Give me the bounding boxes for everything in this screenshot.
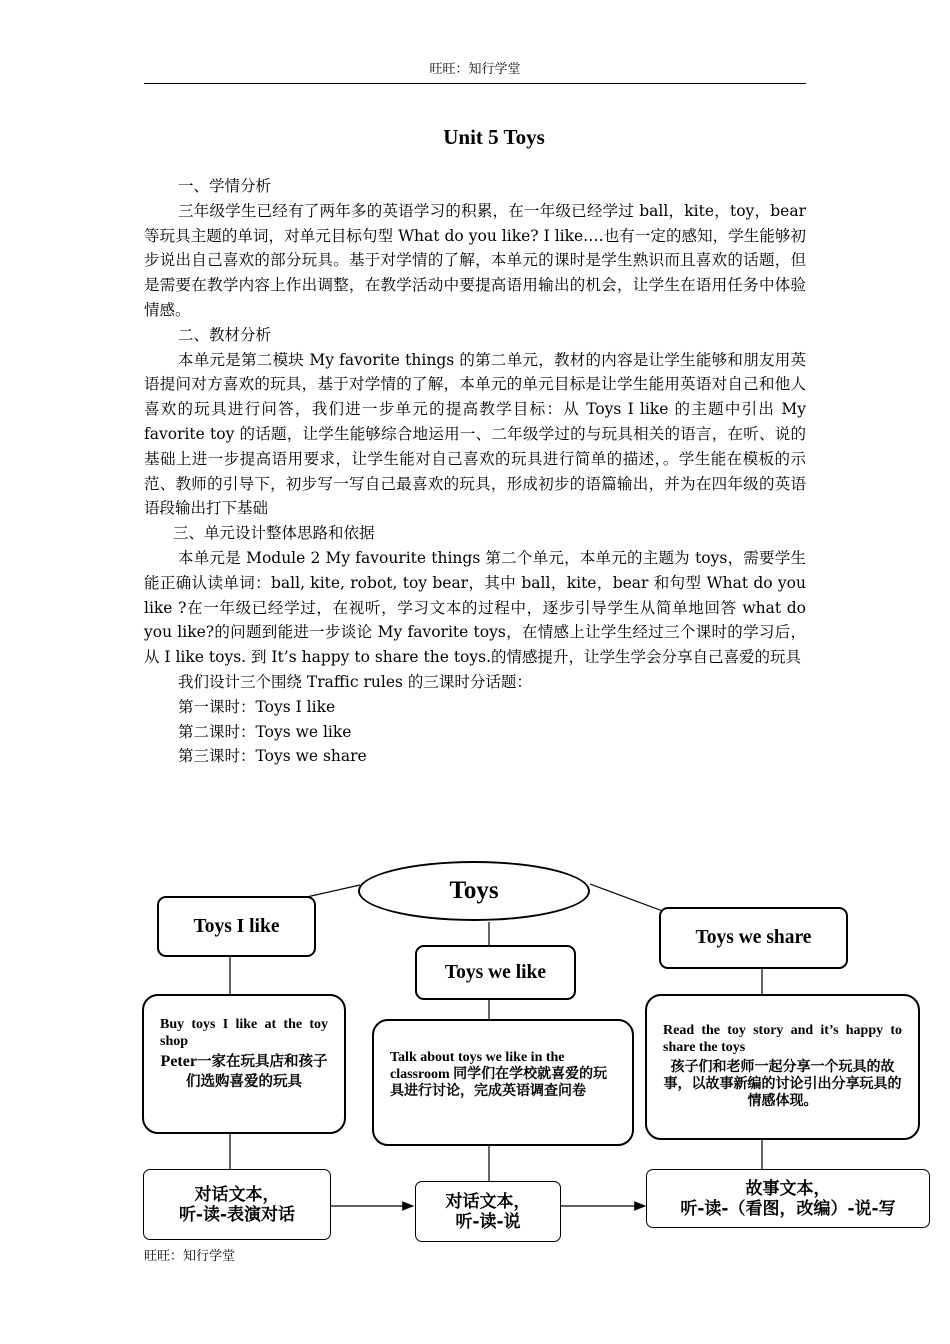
left-bottom-line2: 听-读-表演对话 (178, 1204, 296, 1225)
middle-detail-cn: 同学们在学校就喜爱的玩具进行讨论，完成英语调查问卷 (390, 1066, 608, 1099)
right-bottom-line1: 故事文本， (745, 1178, 831, 1199)
lesson-2: 第二课时：Toys we like (178, 722, 352, 741)
middle-bottom-line1: 对话文本， (445, 1191, 531, 1212)
section-paragraph-1: 三年级学生已经有了两年多的英语学习的积累，在一年级已经学过 ball，kite，toy，bear 等玩具主题的单词，对单元目标句型 What do you like? I like….也有一定的感知，学生能够初步说出自己喜欢的部分玩具。基于对学情的了解，本单元的课时是学生熟识而且喜欢的话题，但是需要在教学内容上作出调整，在教学活动中要提高语用输出的机会，让学生在语用任务中体验情感。 (144, 201, 806, 319)
right-detail-box (645, 994, 920, 1140)
section-heading-2: 二、教材分析 (178, 325, 272, 344)
middle-detail-box (372, 1019, 634, 1146)
left-detail-cn-block (160, 1052, 328, 1092)
right-title-box: Toys we share (659, 907, 848, 969)
page-footer: 旺旺：知行学堂 (144, 1249, 236, 1264)
center-topic-toys: Toys (358, 861, 590, 921)
lesson-3: 第三课时：Toys we share (178, 747, 367, 766)
document-body (144, 174, 806, 769)
page-header: 旺旺：知行学堂 (429, 62, 521, 77)
left-detail-en: Buy toys I like at the toy shop (160, 1017, 328, 1049)
section-paragraph-2: 本单元是第二模块 My favorite things 的第二单元，教材的内容是让学生能够和朋友用英语提问对方喜欢的玩具，基于对学情的了解，本单元的单元目标是让学生能用英语对自己和他人喜欢的玩具进行问答，我们进一步单元的提高教学目标：从 Toys I like 的主题中引出 My favorite toy 的话题，让学生能够综合地运用一、二年级学过的与玩具相关的语言，在听、说的基础上进一步提高语用要求，让学生能对自己喜欢的玩具进行简单的描述，。学生能在模板的示范、教师的引导下，初步写一写自己最喜欢的玩具，形成初步的语篇输出，并为在四年级的英语语段输出打下基础 (144, 350, 806, 518)
lesson-1: 第一课时：Toys I like (178, 697, 336, 716)
middle-title-box: Toys we like (415, 945, 576, 1000)
left-title-box: Toys I like (157, 896, 316, 957)
middle-detail-en: Talk about toys we like in the classroom (390, 1050, 565, 1082)
left-detail-cn: 一家在玩具店和孩子们选购喜爱的玩具 (186, 1054, 328, 1090)
line-center-right (590, 884, 668, 913)
right-detail-en: Read the toy story and it’s happy to share the toys (663, 1023, 902, 1055)
left-bottom-box (143, 1169, 331, 1240)
right-bottom-line2: 听-读-（看图，改编）-说-写 (680, 1198, 896, 1219)
middle-bottom-line2: 听-读-说 (455, 1211, 521, 1232)
header-divider (144, 83, 806, 84)
left-bottom-line1: 对话文本， (194, 1184, 280, 1205)
document-title: Unit 5 Toys (443, 125, 545, 149)
section-heading-3: 三、单元设计整体思路和依据 (173, 524, 375, 543)
middle-bottom-box (415, 1181, 561, 1242)
right-detail-cn: 孩子们和老师一起分享一个玩具的故事，以故事新编的讨论引出分享玩具的情感体现。 (663, 1059, 902, 1109)
left-detail-box (142, 994, 346, 1134)
lesson-intro: 我们设计三个围绕 Traffic rules 的三课时分话题： (178, 672, 532, 691)
section-paragraph-3: 本单元是 Module 2 My favourite things 第二个单元，本单元的主题为 toys，需要学生能正确认读单词：ball, kite, robot, toy bear，其中 ball，kite，bear 和句型 What do you like ?在一年级已经学过，在视听，学习文本的过程中，逐步引导学生从简单地回答 what do you like?的问题到能进一步谈论 My favorite toys，在情感上让学生经过三个课时的学习后，从 I like toys. 到 It’s happy to share the toys.的情感提升，让学生学会分享自己喜爱的玩具 (144, 548, 806, 667)
left-detail-cn-lead: Peter (160, 1053, 197, 1070)
section-heading-1: 一、学情分析 (178, 177, 272, 195)
right-bottom-box (646, 1169, 930, 1228)
